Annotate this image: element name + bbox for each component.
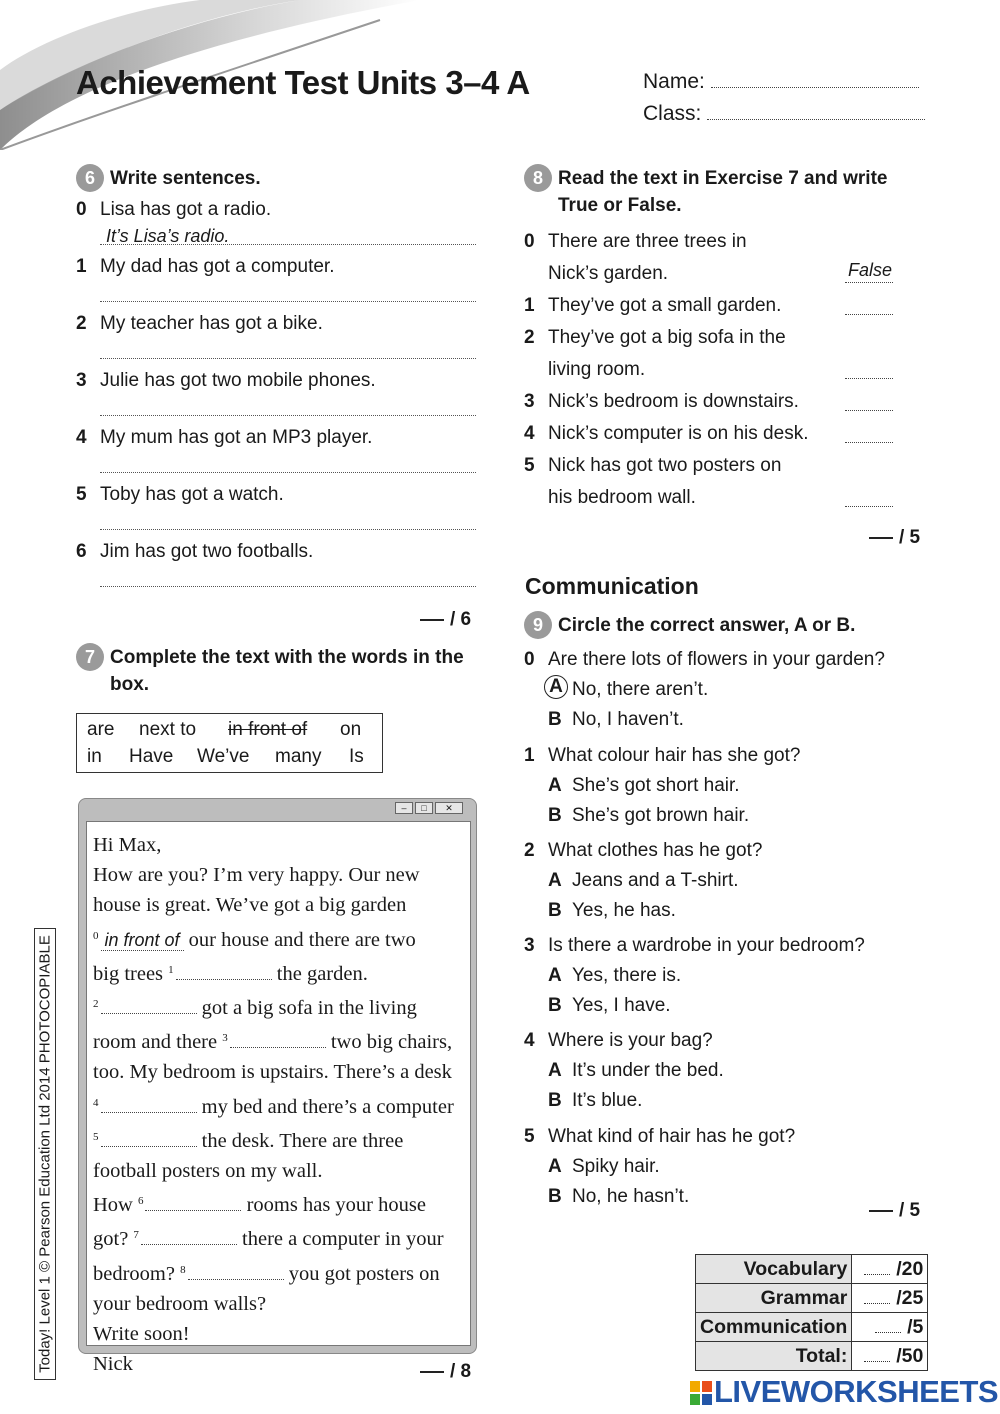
item-question: What colour hair has she got? [548,745,801,766]
blank-7[interactable] [141,1229,237,1245]
table-row [696,1342,928,1371]
list-item [524,450,904,514]
score-label: Grammar [696,1284,852,1313]
exercise-7-score: / 8 [420,1361,471,1383]
blank-4[interactable] [101,1097,197,1113]
answer-line[interactable] [100,415,476,416]
example-answer: in front of [101,930,184,951]
item-question: Where is your bag? [548,1030,713,1051]
example-answer: It’s Lisa’s radio. [106,226,230,246]
option-b-marker[interactable]: B [548,1186,562,1207]
answer-line[interactable] [100,529,476,530]
true-false-answer[interactable] [845,282,893,283]
answer-line[interactable] [100,301,476,302]
item-statement-cont: Nick’s garden. [548,263,669,284]
option-b-marker[interactable]: B [548,709,562,730]
page-title: Achievement Test Units 3–4 A [76,64,530,101]
option-b-text[interactable]: She’s got brown hair. [572,805,750,826]
word: in [87,746,102,767]
table-row [696,1284,928,1313]
list-item [524,290,904,322]
exercise-number-badge: 9 [524,611,552,639]
option-b-text[interactable]: Yes, I have. [572,995,671,1016]
option-a-text[interactable]: Yes, there is. [572,965,682,986]
option-a-text[interactable]: She’s got short hair. [572,775,740,796]
item-number: 1 [76,256,87,277]
answer-line[interactable] [100,586,476,587]
option-b-marker[interactable]: B [548,1090,562,1111]
blank-1[interactable] [176,964,272,980]
item-number: 4 [524,1030,535,1051]
class-label: Class: [643,102,702,125]
item-question: Is there a wardrobe in your bedroom? [548,935,865,956]
item-number: 4 [76,427,87,448]
list-item [524,645,904,737]
option-a-text[interactable]: It’s under the bed. [572,1060,724,1081]
list-item [76,541,478,591]
liveworksheets-logo: LIVEWORKSHEETS [690,1374,998,1410]
option-a-text[interactable]: Jeans and a T-shirt. [572,870,739,891]
list-item [76,313,478,363]
exercise-9-heading [524,612,924,639]
score-label: Communication [696,1313,852,1342]
blank-6[interactable] [145,1195,241,1211]
word: many [275,746,322,767]
option-b-text[interactable]: It’s blue. [572,1090,643,1111]
item-number: 4 [524,423,535,444]
list-item [76,199,478,249]
option-a-marker[interactable]: A [548,775,562,796]
true-false-answer[interactable] [845,442,893,443]
item-prompt: Julie has got two mobile phones. [100,370,376,391]
option-b-text[interactable]: Yes, he has. [572,900,676,921]
list-item [76,256,478,306]
table-row [696,1313,928,1342]
item-number: 6 [76,541,87,562]
option-a-marker[interactable]: A [548,870,562,891]
item-statement-cont: living room. [548,359,646,380]
blank-8[interactable] [188,1264,284,1280]
item-number: 5 [76,484,87,505]
score-label: Total: [696,1342,852,1371]
letter-page [86,821,471,1376]
exercise-6-heading [76,165,476,192]
maximize-icon: □ [415,802,433,814]
word: Is [349,746,364,767]
score-value[interactable]: /50 [852,1342,928,1371]
item-number: 1 [524,295,535,316]
item-number: 2 [524,327,535,348]
item-statement: There are three trees in [548,231,747,252]
option-b-marker[interactable]: B [548,900,562,921]
item-number: 3 [524,391,535,412]
true-false-answer[interactable] [845,314,893,315]
item-number: 2 [524,840,535,861]
name-field[interactable] [711,70,919,88]
list-item [524,226,904,290]
exercise-instruction: Circle the correct answer, A or B. [558,615,856,636]
list-item [524,322,904,386]
exercise-8-heading [524,165,924,219]
item-prompt: My mum has got an MP3 player. [100,427,373,448]
example-answer: False [848,260,893,280]
true-false-answer[interactable] [845,410,893,411]
communication-heading: Communication [525,573,699,599]
exercise-instruction-line-2: box. [110,674,150,695]
word: We’ve [197,746,250,767]
exercise-number-badge: 7 [76,643,104,671]
answer-line[interactable] [100,472,476,473]
score-label: Vocabulary [696,1255,852,1284]
item-prompt: My teacher has got a bike. [100,313,323,334]
list-item [76,427,478,477]
class-field[interactable] [707,102,925,120]
item-prompt: Lisa has got a radio. [100,199,272,220]
option-a-marker[interactable]: A [548,1156,562,1177]
item-statement: Nick has got two posters on [548,455,782,476]
option-b-marker[interactable]: B [548,805,562,826]
item-statement-cont: his bedroom wall. [548,487,696,508]
option-a-marker[interactable]: A [548,965,562,986]
word: on [340,719,362,740]
item-question: Are there lots of flowers in your garden? [548,649,885,670]
list-item [76,484,478,534]
item-prompt: My dad has got a computer. [100,256,335,277]
item-number: 5 [524,455,535,476]
word: next to [139,719,197,740]
list-item [76,370,478,420]
name-label: Name: [643,70,705,93]
score-summary-table [695,1254,928,1371]
exercise-instruction-line-1: Complete the text with the words in the [110,647,464,668]
item-number: 2 [76,313,87,334]
true-false-answer[interactable] [845,506,893,507]
copyright-sidebar: Today! Level 1 © Pearson Education Ltd 2014 PHOTOCOPIABLE [34,928,56,1380]
option-a-marker[interactable]: A [548,1060,562,1081]
item-number: 5 [524,1126,535,1147]
score-value[interactable]: /5 [852,1313,928,1342]
list-item [524,836,904,928]
answer-line[interactable] [100,358,476,359]
list-item [524,1026,904,1118]
option-a-text[interactable]: No, there aren’t. [572,679,709,700]
blank-5[interactable] [101,1131,197,1147]
list-item [524,741,904,833]
item-number: 3 [524,935,535,956]
exercise-instruction-line-1: Read the text in Exercise 7 and write [558,168,888,189]
word-used-example: in front of [228,719,308,740]
list-item [524,418,904,450]
true-false-answer[interactable] [845,378,893,379]
name-class-fields [643,66,925,130]
close-icon: ✕ [435,802,463,814]
item-statement: They’ve got a big sofa in the [548,327,786,348]
exercise-instruction: Write sentences. [110,168,261,189]
minimize-icon: – [395,802,413,814]
exercise-8-score: / 5 [869,527,920,549]
item-prompt: Jim has got two footballs. [100,541,314,562]
item-number: 0 [76,199,87,220]
score-value[interactable]: /25 [852,1284,928,1313]
exercise-6-score: / 6 [420,609,471,631]
exercise-7-heading [76,644,486,698]
exercise-number-badge: 8 [524,164,552,192]
option-a-marker[interactable]: A [544,675,568,699]
word: are [87,719,115,740]
item-statement: They’ve got a small garden. [548,295,782,316]
letter-window [78,798,477,1376]
score-value[interactable]: /20 [852,1255,928,1284]
table-row [696,1255,928,1284]
option-b-text[interactable]: No, I haven’t. [572,709,684,730]
word: Have [129,746,174,767]
item-number: 1 [524,745,535,766]
option-a-text[interactable]: Spiky hair. [572,1156,660,1177]
item-number: 0 [524,649,535,670]
exercise-9-score: / 5 [869,1200,920,1222]
list-item [524,386,904,418]
word-box [76,713,383,773]
item-question: What clothes has he got? [548,840,763,861]
blank-2[interactable] [101,998,197,1014]
list-item [524,1122,904,1214]
item-statement: Nick’s bedroom is downstairs. [548,391,799,412]
option-b-text[interactable]: No, he hasn’t. [572,1186,690,1207]
item-question: What kind of hair has he got? [548,1126,796,1147]
item-statement: Nick’s computer is on his desk. [548,423,809,444]
exercise-number-badge: 6 [76,164,104,192]
liveworksheets-logo-icon [690,1381,712,1405]
list-item [524,931,904,1023]
exercise-instruction-line-2: True or False. [558,195,682,216]
item-number: 0 [524,231,535,252]
item-prompt: Toby has got a watch. [100,484,284,505]
item-number: 3 [76,370,87,391]
option-b-marker[interactable]: B [548,995,562,1016]
blank-3[interactable] [230,1032,326,1048]
letter-text: Hi Max, How are you? I’m very happy. Our new house is great. We’ve got a big garden $^0$ in front of our house and there are two big trees $^1$ the garden. $^2$ got a big sofa in the living room and there $^3$ two big chairs, too. My bedroom is upstairs. There’s a desk $^4$ my bed and there’s a computer $^5$ the desk. There are three football posters on my wall. How $^6$ rooms has your house got? $^7$ there a computer in your bedroom? $^8$ you got posters on your bedroom walls? Write soon! Nick [93,834,454,1376]
